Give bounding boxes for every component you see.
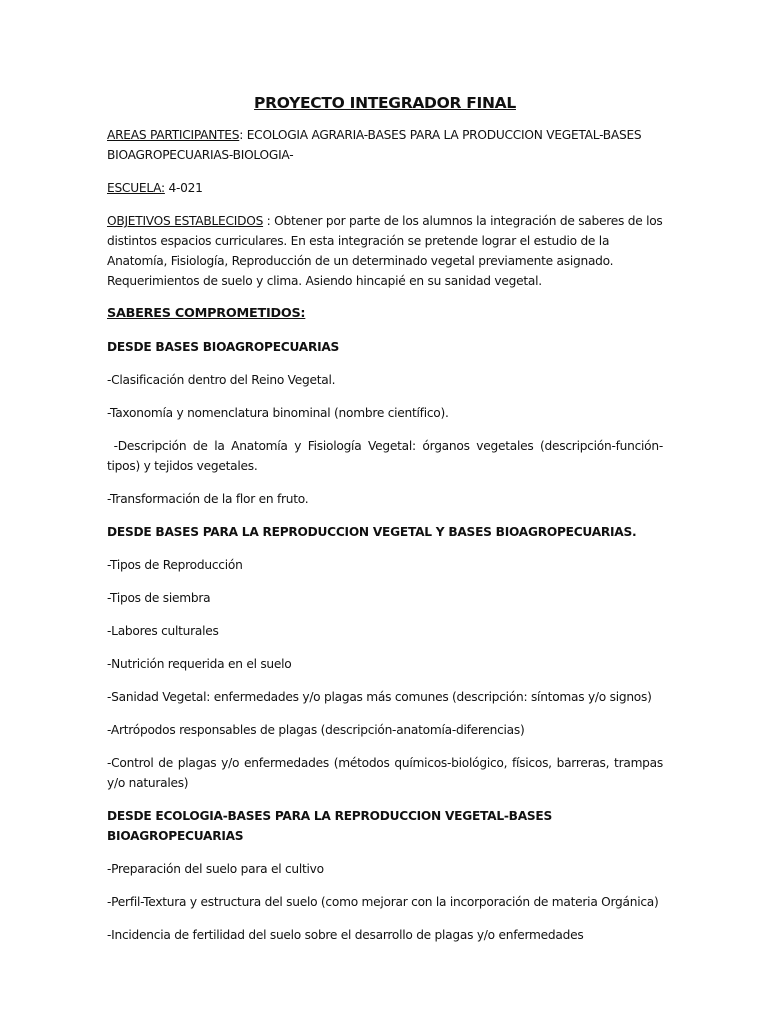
objetivos-value: Obtener por parte de los alumnos la integración de saberes de los distintos espacios curriculares. En esta integración se pretende lograr el estudio de la Anatomía, Fisiología, Reproducción de un determinado vegetal previamente asignado. Requerimientos de suelo y clima. Asiendo hincapié en su sanidad vegetal. xyxy=(107,214,663,288)
list-item: -Clasificación dentro del Reino Vegetal. xyxy=(107,373,336,387)
objetivos-separator: : xyxy=(263,214,271,228)
document-title-text: PROYECTO INTEGRADOR FINAL xyxy=(254,94,516,112)
list-item: -Preparación del suelo para el cultivo xyxy=(107,862,324,876)
list-item: -Artrópodos responsables de plagas (descripción-anatomía-diferencias) xyxy=(107,723,525,737)
list-item: -Tipos de siembra xyxy=(107,591,211,605)
list-item: -Labores culturales xyxy=(107,624,219,638)
list-item: -Control de plagas y/o enfermedades (métodos químicos-biológico, físicos, barreras, trampas y/o naturales) xyxy=(107,756,663,790)
section-heading: DESDE BASES BIOAGROPECUARIAS xyxy=(107,340,340,354)
section-heading: DESDE BASES PARA LA REPRODUCCION VEGETAL Y BASES BIOAGROPECUARIAS. xyxy=(107,525,637,539)
list-item: -Sanidad Vegetal: enfermedades y/o plagas más comunes (descripción: síntomas y/o signos) xyxy=(107,690,652,704)
list-item: -Incidencia de fertilidad del suelo sobre el desarrollo de plagas y/o enfermedades xyxy=(107,928,584,942)
objetivos-label: OBJETIVOS ESTABLECIDOS xyxy=(107,214,264,228)
document-body xyxy=(107,92,663,958)
list-item: -Nutrición requerida en el suelo xyxy=(107,657,292,671)
areas-value: ECOLOGIA AGRARIA-BASES PARA LA PRODUCCION VEGETAL-BASES BIOAGROPECUARIAS-BIOLOGIA- xyxy=(107,128,642,162)
areas-paragraph xyxy=(107,125,663,165)
areas-separator: : xyxy=(239,128,244,142)
list-item: -Descripción de la Anatomía y Fisiología Vegetal: órganos vegetales (descripción-función-tipos) y tejidos vegetales. xyxy=(107,439,664,473)
list-item: -Tipos de Reproducción xyxy=(107,558,243,572)
escuela-label: ESCUELA: xyxy=(107,181,165,195)
saberes-heading: SABERES COMPROMETIDOS: xyxy=(107,306,306,321)
escuela-value: 4-021 xyxy=(164,181,203,195)
section-heading: DESDE ECOLOGIA-BASES PARA LA REPRODUCCION VEGETAL-BASES BIOAGROPECUARIAS xyxy=(107,809,553,843)
list-item: -Transformación de la flor en fruto. xyxy=(107,492,309,506)
list-item: -Taxonomía y nomenclatura binominal (nombre científico). xyxy=(107,406,449,420)
areas-label: AREAS PARTICIPANTES xyxy=(107,128,240,142)
escuela-paragraph xyxy=(107,178,663,198)
document-title xyxy=(107,92,663,114)
list-item: -Perfil-Textura y estructura del suelo (como mejorar con la incorporación de materia Orgánica) xyxy=(107,895,659,909)
objetivos-paragraph xyxy=(107,211,663,291)
